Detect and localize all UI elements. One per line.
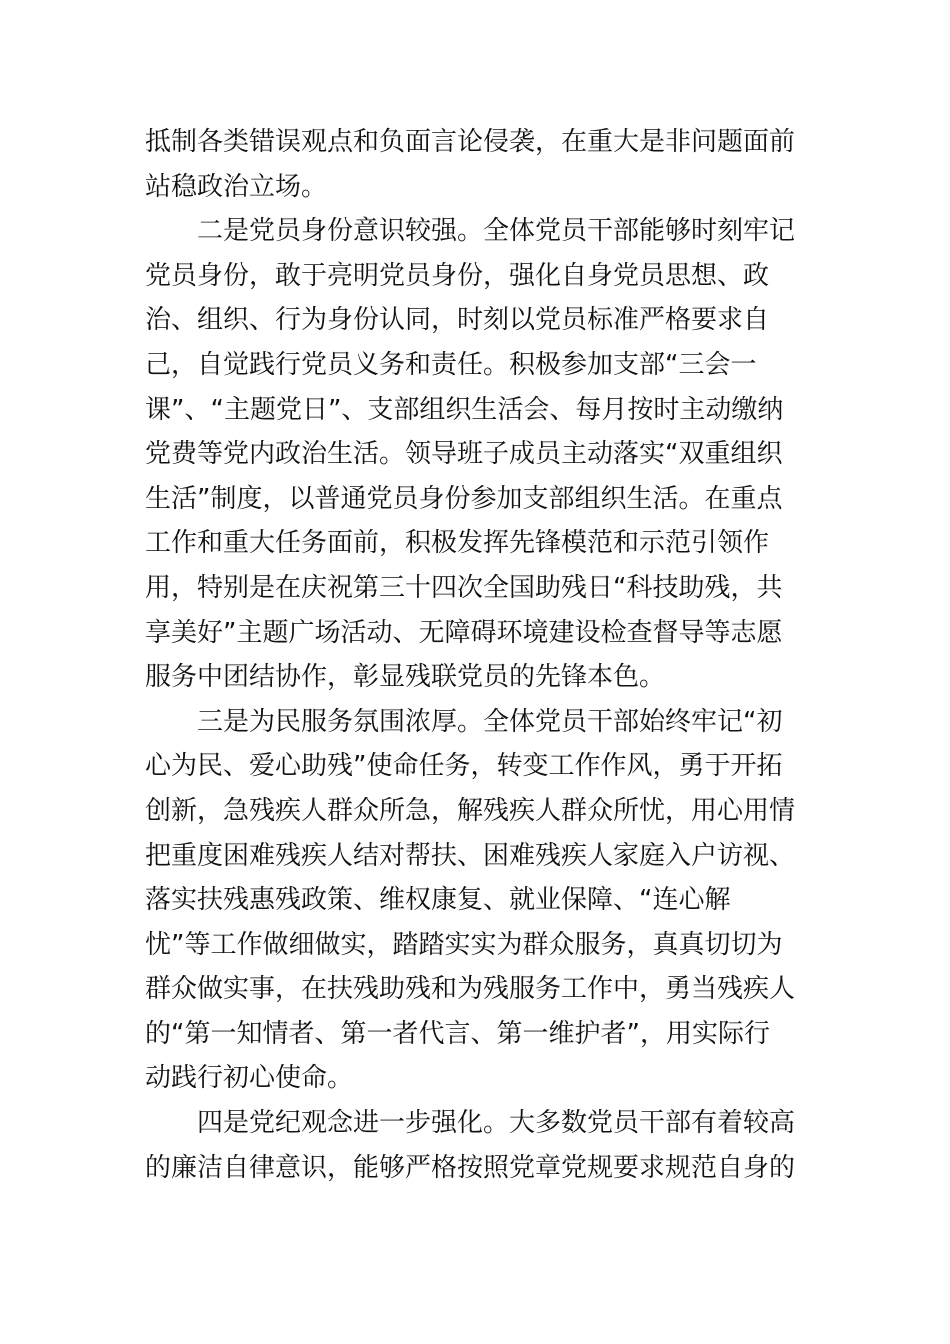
paragraph-continuation: 抵制各类错误观点和负面言论侵袭，在重大是非问题面前站稳政治立场。 [145,127,796,202]
document-body [145,120,795,1190]
paragraph-party-identity: 二是党员身份意识较强。全体党员干部能够时刻牢记党员身份，敢于亮明党员身份，强化自身党员思想、政治、组织、行为身份认同，时刻以党员标准严格要求自己，自觉践行党员义务和责任。积极参加支部“三会一课”、“主题党日”、支部组织生活会、每月按时主动缴纳党费等党内政治生活。领导班子成员主动落实“双重组织生活”制度，以普通党员身份参加支部组织生活。在重点工作和重大任务面前，积极发挥先锋模范和示范引领作用，特别是在庆祝第三十四次全国助残日“科技助残，共享美好”主题广场活动、无障碍环境建设检查督导等志愿服务中团结协作，彰显残联党员的先锋本色。 [145,216,796,693]
paragraph-discipline: 四是党纪观念进一步强化。大多数党员干部有着较高的廉洁自律意识，能够严格按照党章党规要求规范自身的 [145,1108,796,1183]
paragraph-service-atmosphere: 三是为民服务氛围浓厚。全体党员干部始终牢记“初心为民、爱心助残”使命任务，转变工作作风，勇于开拓创新，急残疾人群众所急，解残疾人群众所忧，用心用情把重度困难残疾人结对帮扶、困难残疾人家庭入户访视、落实扶残惠残政策、维权康复、就业保障、“连心解忧”等工作做细做实，踏踏实实为群众服务，真真切切为群众做实事，在扶残助残和为残服务工作中，勇当残疾人的“第一知情者、第一者代言、第一维护者”，用实际行动践行初心使命。 [145,706,796,1094]
